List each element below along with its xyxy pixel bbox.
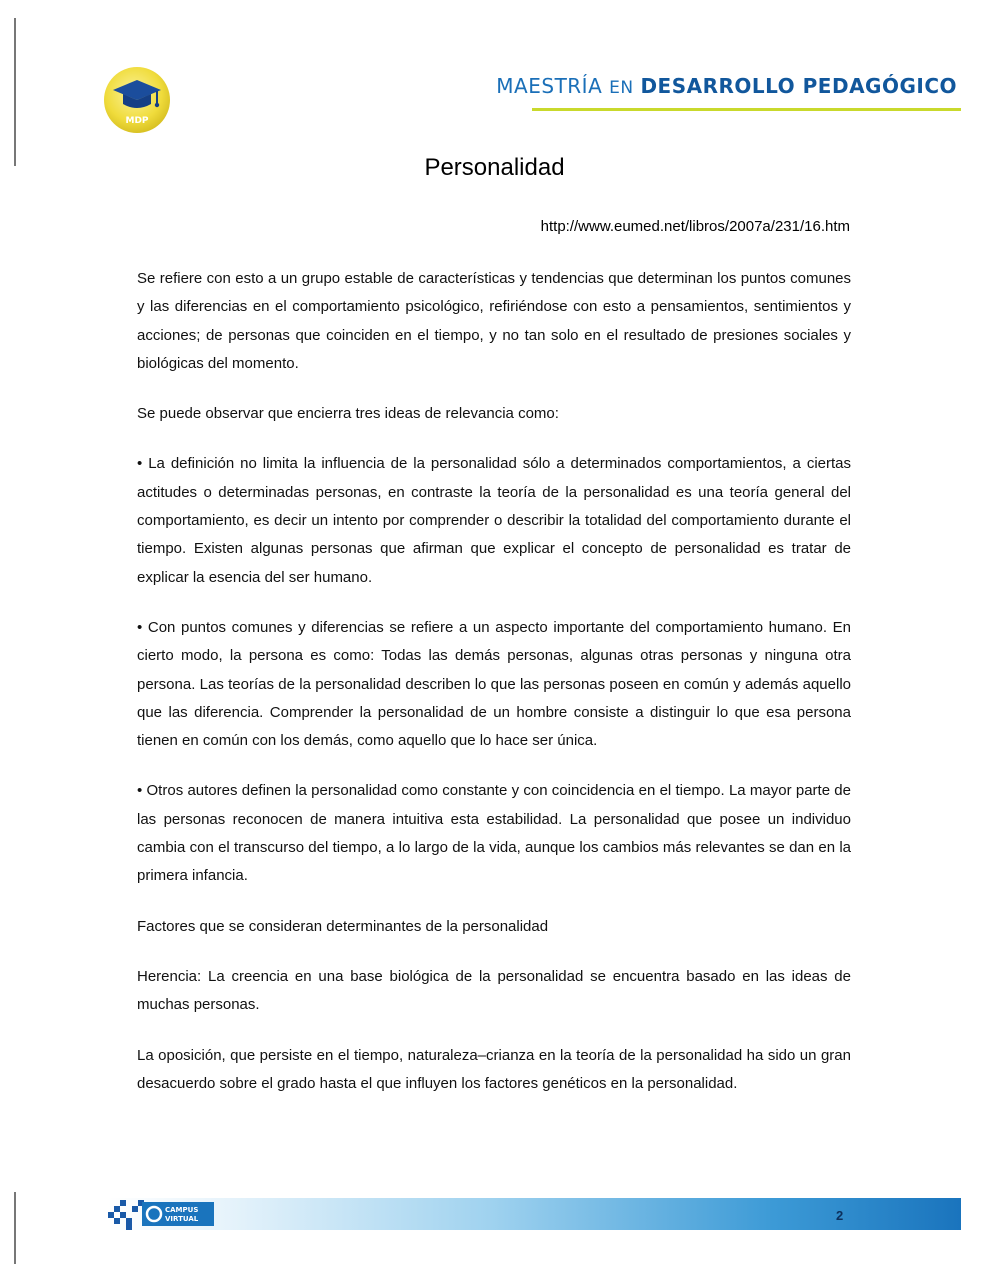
document-title: Personalidad	[424, 154, 565, 181]
program-title-bold: DESARROLLO PEDAGÓGICO	[640, 74, 957, 98]
campus-label: CAMPUS	[165, 1206, 199, 1214]
paragraph-bullet-3: • Otros autores definen la personalidad como constante y con coincidencia en el tiempo. La mayor parte de las personas reconocen de manera intuitiva esta estabilidad. La personalidad que posee un individuo cambia con el transcurso del tiempo, a lo largo de la vida, aunque los cambios más relevantes se dan en la primera infancia.	[137, 782, 851, 885]
program-title-en: EN	[609, 78, 634, 98]
program-title	[496, 74, 957, 98]
logo-text: MDP	[125, 116, 149, 126]
paragraph-three-ideas: Se puede observar que encierra tres ideas de relevancia como:	[137, 405, 559, 423]
paragraph-intro: Se refiere con esto a un grupo estable de características y tendencias que determinan los puntos comunes y las diferencias en el comportamiento psicológico, refiriéndose con esto a pensamientos, sentimientos y acciones; de personas que coinciden en el tiempo, y no tan solo en el resultado de presiones sociales y biológicas del momento.	[137, 270, 851, 372]
pixel-pattern	[108, 1200, 144, 1230]
paragraph-factors-heading: Factores que se consideran determinantes de la personalidad	[137, 917, 549, 935]
paragraph-bullet-2: • Con puntos comunes y diferencias se refiere a un aspecto importante del comportamiento humano. En cierto modo, la persona es como: Todas las demás personas, algunas otras personas y ninguna otra persona. Las teorías de la personalidad describen lo que las personas poseen en común y además aquello que las diferencia. Comprender la personalidad de un hombre consiste a distinguir lo que esa persona tienen en común con los demás, como aquello que lo hace ser única.	[137, 618, 851, 750]
source-url[interactable]: http://www.eumed.net/libros/2007a/231/16.htm	[540, 218, 850, 235]
left-margin-rule-bottom	[14, 1192, 16, 1264]
header-rule	[532, 108, 961, 111]
paragraph-herencia: Herencia: La creencia en una base biológica de la personalidad se encuentra basado en las ideas de muchas personas.	[137, 967, 851, 1014]
document-body	[137, 265, 851, 1120]
campus-virtual-logo	[108, 1198, 216, 1230]
virtual-label: VIRTUAL	[165, 1215, 199, 1223]
program-title-maestria: MAESTRÍA	[496, 74, 603, 98]
paragraph-bullet-1: • La definición no limita la influencia de la personalidad sólo a determinados comportamientos, a ciertas actitudes o determinadas personas, en contraste la teoría de la personalidad es una teoría general del comportamiento, es decir un intento por comprender o describir la totalidad del comportamiento durante el tiempo. Existen algunas personas que afirman que explicar el concepto de personalidad es tratar de explicar la esencia del ser humano.	[137, 455, 851, 586]
left-margin-rule-top	[14, 18, 16, 166]
paragraph-oposicion: La oposición, que persiste en el tiempo, naturaleza–crianza en la teoría de la personalidad ha sido un gran desacuerdo sobre el grado hasta el que influyen los factores genéticos en la personalidad.	[137, 1046, 851, 1092]
footer-band	[108, 1198, 961, 1230]
page-number: 2	[836, 1208, 844, 1223]
mdp-logo	[103, 66, 171, 134]
